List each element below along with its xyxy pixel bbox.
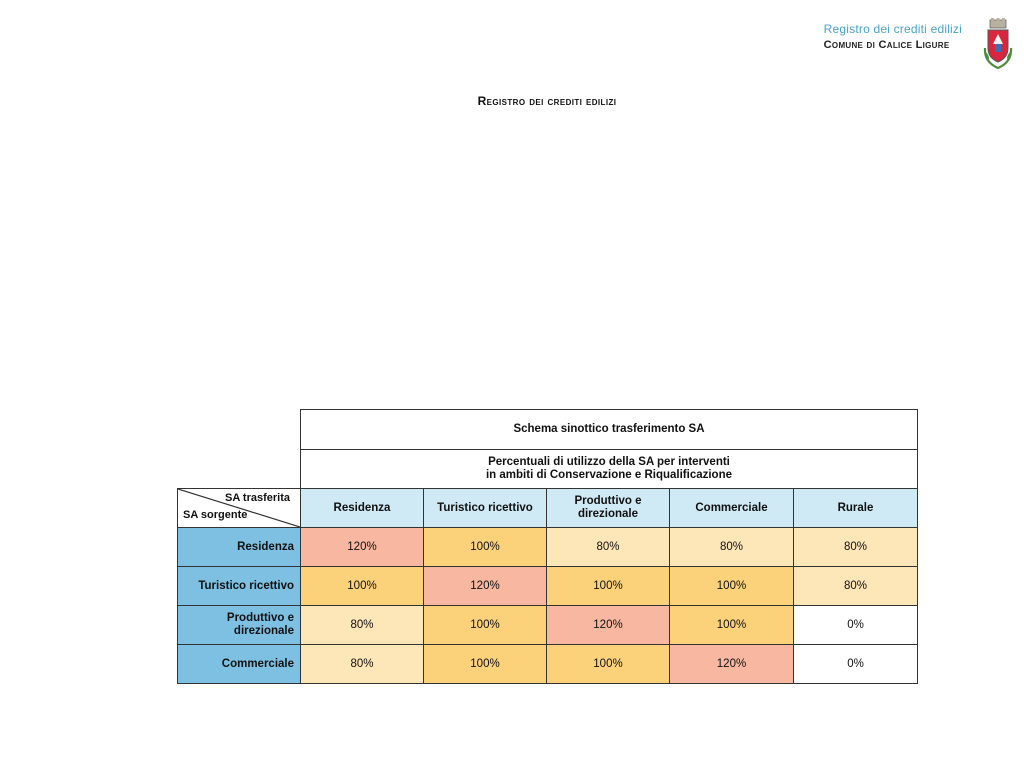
cell-value: 120% xyxy=(547,606,670,645)
table-row xyxy=(178,645,918,684)
cell-value: 80% xyxy=(670,528,794,567)
cell-value: 80% xyxy=(301,645,424,684)
cell-value: 100% xyxy=(547,645,670,684)
table-empty-corner-2 xyxy=(178,450,301,489)
row-header-residenza: Residenza xyxy=(178,528,301,567)
cell-value: 120% xyxy=(424,567,547,606)
table-row xyxy=(178,567,918,606)
table-subtitle xyxy=(301,450,918,489)
transfer-table xyxy=(177,409,918,684)
col-header-produttivo: Produttivo e direzionale xyxy=(547,489,670,528)
cell-value: 80% xyxy=(794,567,918,606)
municipal-crest-icon xyxy=(980,18,1016,74)
table-row xyxy=(178,528,918,567)
cell-value: 100% xyxy=(547,567,670,606)
col-header-turistico: Turistico ricettivo xyxy=(424,489,547,528)
table-subtitle-line1: Percentuali di utilizzo della SA per interventi xyxy=(488,456,730,468)
corner-label-transferred: SA trasferita xyxy=(224,492,290,504)
row-header-commerciale: Commerciale xyxy=(178,645,301,684)
page-header xyxy=(824,22,962,51)
cell-value: 80% xyxy=(794,528,918,567)
transfer-table-wrap xyxy=(177,409,917,688)
cell-value: 100% xyxy=(424,645,547,684)
cell-value: 120% xyxy=(301,528,424,567)
cell-value: 100% xyxy=(301,567,424,606)
cell-value: 100% xyxy=(424,528,547,567)
table-title: Schema sinottico trasferimento SA xyxy=(301,410,918,450)
cell-value: 100% xyxy=(670,606,794,645)
header-municipality: Comune di Calice Ligure xyxy=(823,39,950,51)
col-header-commerciale: Commerciale xyxy=(670,489,794,528)
col-header-rurale: Rurale xyxy=(794,489,918,528)
row-header-produttivo: Produttivo e direzionale xyxy=(178,606,301,645)
table-row xyxy=(178,606,918,645)
col-header-residenza: Residenza xyxy=(301,489,424,528)
row-header-turistico: Turistico ricettivo xyxy=(178,567,301,606)
table-subtitle-line2: in ambiti di Conservazione e Riqualificazione xyxy=(485,469,733,481)
cell-value: 120% xyxy=(670,645,794,684)
corner-label-source: SA sorgente xyxy=(183,509,248,521)
cell-value: 80% xyxy=(547,528,670,567)
cell-value: 0% xyxy=(794,606,918,645)
table-empty-corner xyxy=(178,410,301,450)
document-title: Registro dei crediti edilizi xyxy=(477,94,617,108)
header-registry-title: Registro dei crediti edilizi xyxy=(823,22,962,36)
cell-value: 80% xyxy=(301,606,424,645)
table-corner-cell xyxy=(178,489,301,528)
cell-value: 100% xyxy=(424,606,547,645)
cell-value: 100% xyxy=(670,567,794,606)
cell-value: 0% xyxy=(794,645,918,684)
